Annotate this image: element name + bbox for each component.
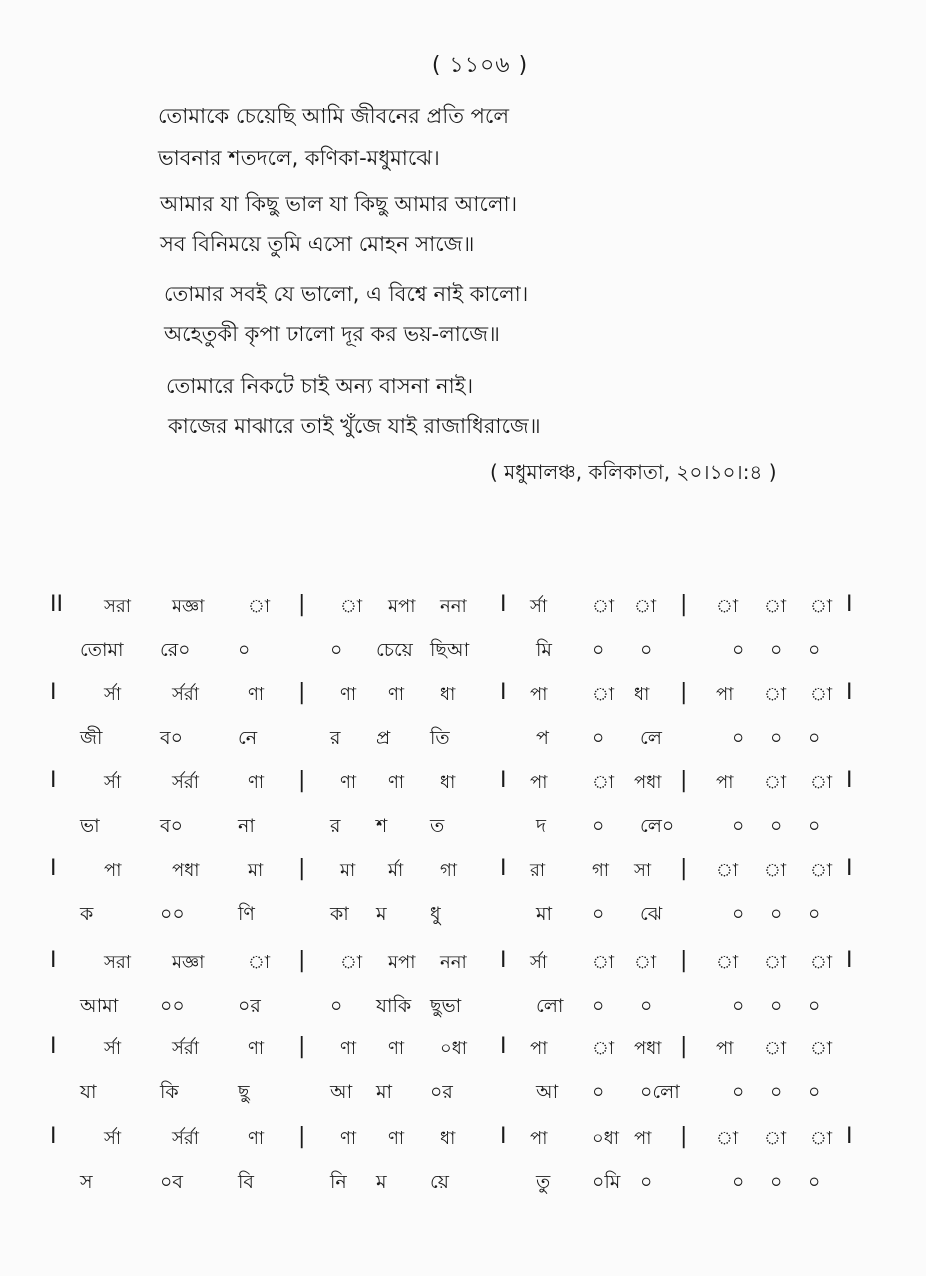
lyric-syllable: ক <box>80 903 94 925</box>
lyric-syllable: জী <box>80 727 103 749</box>
swara-note: া <box>340 596 363 617</box>
bar-line: I <box>50 1124 57 1149</box>
swara-note: র্সা <box>104 1128 122 1149</box>
lyric-syllable: মি <box>536 639 552 661</box>
swara-note: া <box>810 596 833 617</box>
swara-note: ণা <box>388 684 405 705</box>
lyric-syllable: স <box>80 1171 93 1193</box>
swara-note: র্মা <box>388 860 404 881</box>
lyric-syllable: ০ <box>592 995 605 1017</box>
swara-note: রা <box>530 860 546 881</box>
lyric-syllable: নি <box>330 1171 347 1193</box>
swara-note: ণা <box>340 684 357 705</box>
bar-line: I <box>50 1034 57 1059</box>
lyric-syllable: ০ <box>330 995 343 1017</box>
lyric-syllable: মা <box>376 1081 393 1103</box>
swara-note: া <box>810 952 833 973</box>
lyric-syllable: তোমা <box>80 639 124 661</box>
lyric-syllable: ০ <box>770 1081 783 1103</box>
verse-1-line-2: ভাবনার শতদলে, কণিকা-মধুমাঝে। <box>158 146 440 170</box>
lyric-syllable: ০ <box>770 995 783 1017</box>
lyric-syllable: না <box>238 815 255 837</box>
bar-line: I <box>500 680 507 705</box>
swara-note: ণা <box>388 1038 405 1059</box>
lyric-syllable: ০ <box>808 639 821 661</box>
lyric-syllable: ব০ <box>160 815 183 837</box>
bar-line: | <box>680 1034 688 1059</box>
lyric-syllable: রে০ <box>160 639 191 661</box>
lyric-syllable: ০ <box>808 903 821 925</box>
lyric-syllable: ০ <box>592 639 605 661</box>
bar-line: | <box>298 856 306 881</box>
swara-note: পধা <box>634 772 662 793</box>
lyric-syllable: য়ে <box>430 1171 449 1193</box>
lyric-syllable: ০ <box>238 639 251 661</box>
swara-note: া <box>764 684 787 705</box>
swara-note: া <box>592 596 615 617</box>
bar-line: | <box>298 1124 306 1149</box>
swara-note: পধা <box>634 1038 662 1059</box>
swara-note: পা <box>530 1128 548 1149</box>
bar-line: I <box>50 768 57 793</box>
verse-2-line-2: সব বিনিময়ে তুমি এসো মোহন সাজে॥ <box>160 232 475 256</box>
swara-note: ণা <box>340 772 357 793</box>
swara-note: পা <box>530 684 548 705</box>
verse-4-line-2: কাজের মাঝারে তাই খুঁজে যাই রাজাধিরাজে॥ <box>168 414 541 438</box>
swara-note: সরা <box>104 952 132 973</box>
bar-line: | <box>680 768 688 793</box>
lyric-syllable: ০ <box>732 1081 745 1103</box>
lyric-syllable: ০ <box>770 1171 783 1193</box>
swara-note: ণা <box>388 1128 405 1149</box>
lyric-syllable: ০০ <box>160 995 185 1017</box>
swara-note: র্সা <box>530 952 548 973</box>
lyric-syllable: ০ <box>592 727 605 749</box>
swara-note: মপা <box>388 952 416 973</box>
lyric-syllable: আ <box>330 1081 353 1103</box>
bar-line: I <box>500 592 507 617</box>
swara-note: পধা <box>172 860 200 881</box>
swara-note: া <box>810 860 833 881</box>
lyric-syllable: ০ <box>808 995 821 1017</box>
swara-note: া <box>810 1128 833 1149</box>
swara-note: ণা <box>340 1128 357 1149</box>
swara-note: ননা <box>440 952 467 973</box>
swara-note: ধা <box>440 684 456 705</box>
swara-note: ণা <box>248 684 265 705</box>
swara-note: সরা <box>104 596 132 617</box>
bar-line: I <box>846 856 853 881</box>
lyric-syllable: ০মি <box>592 1171 621 1193</box>
bar-line: I <box>500 1034 507 1059</box>
lyric-syllable: ০ <box>732 639 745 661</box>
bar-line: I <box>500 948 507 973</box>
lyric-syllable: ০ <box>640 1171 653 1193</box>
swara-note: পা <box>530 772 548 793</box>
lyric-syllable: আমা <box>80 995 119 1017</box>
swara-note: মজ্ঞা <box>172 596 205 617</box>
swara-note: া <box>810 1038 833 1059</box>
notation-row <box>0 948 926 1038</box>
lyric-syllable: ০ <box>732 727 745 749</box>
bar-line: I <box>846 680 853 705</box>
notation-row <box>0 1124 926 1214</box>
swara-note: র্সা <box>104 684 122 705</box>
lyric-syllable: ০ <box>592 903 605 925</box>
swara-note: পা <box>716 684 734 705</box>
source-note: ( মধুমালঞ্চ, কলিকাতা, ২০।১০।:৪ ) <box>490 460 777 484</box>
verse-3-line-1: তোমার সবই যে ভালো, এ বিশ্বে নাই কালো। <box>164 282 529 306</box>
page-number: ( ১১০৬ ) <box>431 53 529 78</box>
swara-note: মপা <box>388 596 416 617</box>
swara-note: া <box>634 596 657 617</box>
swara-note: পা <box>634 1128 652 1149</box>
lyric-syllable: র <box>330 727 341 749</box>
lyric-syllable: ০ <box>640 639 653 661</box>
swara-note: া <box>592 952 615 973</box>
lyric-syllable: ছু <box>238 1081 250 1103</box>
swara-note: র্সা <box>104 772 122 793</box>
lyric-syllable: ০ <box>808 727 821 749</box>
swara-note: মা <box>248 860 264 881</box>
bar-line: | <box>298 680 306 705</box>
bar-line: | <box>680 592 688 617</box>
lyric-syllable: ম <box>376 903 387 925</box>
lyric-syllable: র <box>330 815 341 837</box>
lyric-syllable: নে <box>238 727 258 749</box>
swara-note: া <box>716 860 739 881</box>
lyric-syllable: লো <box>536 995 564 1017</box>
bar-line: | <box>298 592 306 617</box>
swara-note: র্সা <box>104 1038 122 1059</box>
lyric-syllable: ছুভা <box>430 995 462 1017</box>
swara-note: ণা <box>388 772 405 793</box>
lyric-syllable: শ <box>376 815 388 837</box>
bar-line: I <box>846 948 853 973</box>
swara-note: া <box>764 860 787 881</box>
swara-note: া <box>716 596 739 617</box>
bar-line: | <box>298 768 306 793</box>
lyric-syllable: কা <box>330 903 349 925</box>
bar-line: | <box>298 948 306 973</box>
bar-line: I <box>500 1124 507 1149</box>
lyric-syllable: ০ <box>732 903 745 925</box>
notation-row <box>0 856 926 946</box>
lyric-syllable: ০ <box>592 1081 605 1103</box>
swara-note: া <box>634 952 657 973</box>
lyric-syllable: ছিআ <box>430 639 470 661</box>
swara-note: র্সর্রা <box>172 684 200 705</box>
swara-note: া <box>764 596 787 617</box>
swara-note: া <box>716 1128 739 1149</box>
swara-note: গা <box>592 860 610 881</box>
lyric-syllable: লে০ <box>640 815 675 837</box>
lyric-syllable: ০ <box>770 727 783 749</box>
lyric-syllable: ০ <box>808 815 821 837</box>
notation-row <box>0 680 926 770</box>
lyric-syllable: আ <box>536 1081 559 1103</box>
lyric-syllable: ০ <box>770 903 783 925</box>
swara-note: গা <box>440 860 458 881</box>
lyric-syllable: ০ব <box>160 1171 183 1193</box>
swara-note: া <box>592 1038 615 1059</box>
bar-line: I <box>500 768 507 793</box>
bar-line: | <box>680 1124 688 1149</box>
lyric-syllable: ণি <box>238 903 255 925</box>
lyric-syllable: মা <box>536 903 553 925</box>
bar-line: I <box>50 856 57 881</box>
lyric-syllable: যা <box>80 1081 97 1103</box>
lyric-syllable: ০ <box>732 1171 745 1193</box>
swara-note: ণা <box>248 1128 265 1149</box>
lyric-syllable: ০ <box>808 1171 821 1193</box>
swara-note: া <box>810 772 833 793</box>
notation-row <box>0 592 926 682</box>
lyric-syllable: তি <box>430 727 450 749</box>
swara-note: া <box>764 952 787 973</box>
lyric-syllable: ০ <box>732 995 745 1017</box>
lyric-syllable: দ <box>536 815 546 837</box>
swara-note: া <box>248 596 271 617</box>
lyric-syllable: ধু <box>430 903 441 925</box>
bar-line: | <box>680 856 688 881</box>
bar-line: | <box>298 1034 306 1059</box>
bar-line: II <box>50 592 63 617</box>
swara-note: া <box>248 952 271 973</box>
swara-note: া <box>764 1038 787 1059</box>
swara-note: র্সা <box>530 596 548 617</box>
swara-note: র্সর্রা <box>172 772 200 793</box>
swara-note: সা <box>634 860 652 881</box>
lyric-syllable: ভা <box>80 815 100 837</box>
bar-line: I <box>50 948 57 973</box>
lyric-syllable: ০র <box>430 1081 453 1103</box>
lyric-syllable: ০ <box>808 1081 821 1103</box>
lyric-syllable: ০ <box>732 815 745 837</box>
swara-note: ননা <box>440 596 467 617</box>
lyric-syllable: ০ <box>770 639 783 661</box>
verse-1-line-1: তোমাকে চেয়েছি আমি জীবনের প্রতি পলে <box>158 104 509 128</box>
swara-note: পা <box>716 772 734 793</box>
swara-note: ণা <box>248 772 265 793</box>
lyric-syllable: প্র <box>376 727 391 749</box>
lyric-syllable: ০ <box>640 995 653 1017</box>
lyric-syllable: ম <box>376 1171 387 1193</box>
swara-note: ধা <box>440 772 456 793</box>
notation-row <box>0 768 926 858</box>
bar-line: I <box>846 1124 853 1149</box>
swara-note: র্সর্রা <box>172 1128 200 1149</box>
verse-4-line-1: তোমারে নিকটে চাই অন্য বাসনা নাই। <box>166 374 474 398</box>
swara-note: ণা <box>340 1038 357 1059</box>
swara-note: া <box>716 952 739 973</box>
lyric-syllable: ০লো <box>640 1081 680 1103</box>
lyric-syllable: ০ <box>330 639 343 661</box>
swara-note: া <box>764 1128 787 1149</box>
bar-line: | <box>680 680 688 705</box>
lyric-syllable: প <box>536 727 549 749</box>
bar-line: I <box>846 768 853 793</box>
lyric-syllable: ০ <box>770 815 783 837</box>
notation-row <box>0 1034 926 1124</box>
swara-note: পা <box>530 1038 548 1059</box>
lyric-syllable: ০র <box>238 995 261 1017</box>
swara-note: র্সর্রা <box>172 1038 200 1059</box>
lyric-syllable: তু <box>536 1171 551 1193</box>
lyric-syllable: যাকি <box>376 995 412 1017</box>
swara-note: পা <box>104 860 122 881</box>
verse-3-line-2: অহেতুকী কৃপা ঢালো দূর কর ভয়-লাজে॥ <box>164 322 500 346</box>
lyric-syllable: ব০ <box>160 727 183 749</box>
lyric-syllable: চেয়ে <box>376 639 413 661</box>
verse-2-line-1: আমার যা কিছু ভাল যা কিছু আমার আলো। <box>160 192 518 216</box>
swara-note: ০ধা <box>592 1128 620 1149</box>
swara-note: ধা <box>440 1128 456 1149</box>
swara-note: মা <box>340 860 356 881</box>
swara-note: ০ধা <box>440 1038 468 1059</box>
swara-note: া <box>340 952 363 973</box>
lyric-syllable: লে <box>640 727 662 749</box>
lyric-syllable: ০ <box>592 815 605 837</box>
lyric-syllable: বি <box>238 1171 255 1193</box>
bar-line: I <box>500 856 507 881</box>
lyric-syllable: ০০ <box>160 903 185 925</box>
bar-line: I <box>50 680 57 705</box>
swara-note: া <box>592 772 615 793</box>
swara-note: মজ্ঞা <box>172 952 205 973</box>
swara-note: ণা <box>248 1038 265 1059</box>
lyric-syllable: কি <box>160 1081 179 1103</box>
bar-line: I <box>846 592 853 617</box>
swara-note: পা <box>716 1038 734 1059</box>
swara-note: ধা <box>634 684 650 705</box>
swara-note: া <box>592 684 615 705</box>
lyric-syllable: ঝে <box>640 903 663 925</box>
bar-line: | <box>680 948 688 973</box>
lyric-syllable: ত <box>430 815 445 837</box>
swara-note: া <box>810 684 833 705</box>
swara-note: া <box>764 772 787 793</box>
